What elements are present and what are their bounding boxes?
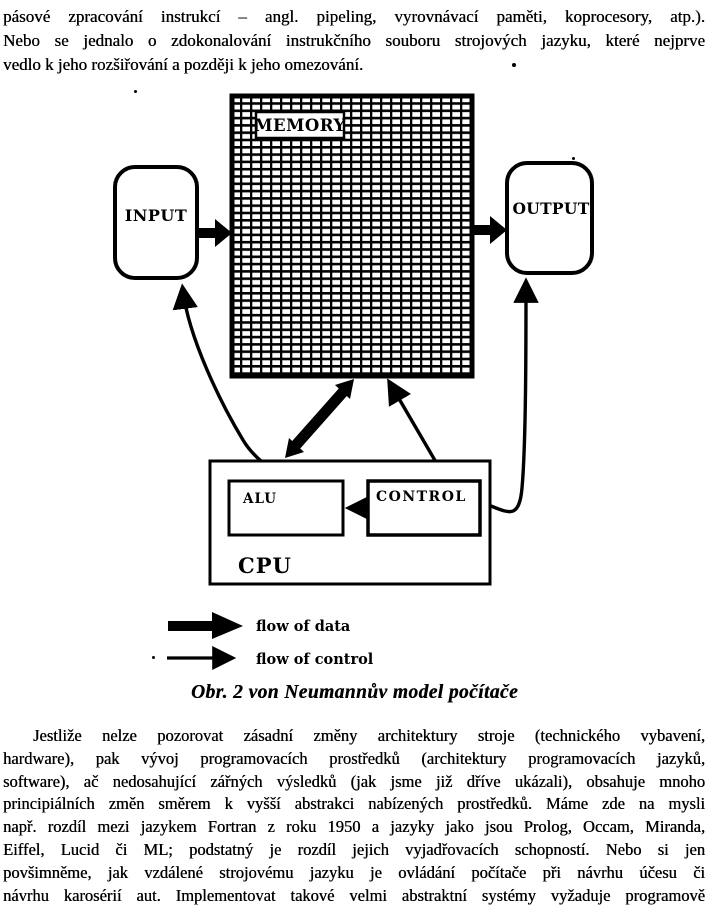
legend-data-flow-arrow [168, 612, 243, 639]
text-line: pásové zpracování instrukcí – angl. pipeling, vyrovnávací paměti, koprocesory, atp.). [3, 7, 705, 26]
alu-label: ALU [243, 491, 278, 507]
input-label: INPUT [124, 206, 188, 225]
text-line: vedlo k jeho rozšiřování a později k jeho omezování. [3, 55, 364, 74]
text-line: Jestliže nelze pozorovat zásadní změny architektury stroje (technického vybavení, [33, 726, 705, 745]
paragraph-bottom [3, 725, 705, 907]
cpu-label: CPU [238, 553, 292, 578]
legend-data-flow-label: flow of data [256, 618, 351, 635]
text-line: např. rozdíl mezi jazykem Fortran z roku 1950 a jazyky jako jsou Prolog, Occam, Miranda, [3, 817, 705, 837]
text-line: Nebo se jednalo o zdokonalování instrukčního souboru strojových jazyku, které nejprve [3, 31, 705, 50]
scan-artifact-dot [152, 656, 155, 659]
scan-artifact-dot [512, 63, 516, 67]
input-to-memory-data-arrow [197, 219, 232, 247]
text-line: povšimněme, jak vzdálené strojovému jazyku je ovládání počítače při návrhu účesu či [3, 862, 705, 882]
alu-box [229, 481, 343, 535]
text-line: hardware), pak vývoj programovacích prostředků (architektury programovacích jazyků, [3, 748, 705, 768]
text-line: software), ač nedosahující zářných výsledků (jak jsme již dříve ukázali), obsahuje mnoho [3, 771, 705, 791]
scan-artifact-dot [572, 157, 575, 160]
memory-to-output-data-arrow [472, 216, 507, 244]
text-line: principiálních změn směrem k vyšší abstrakci nabízených prostředků. Máme zde na mysli [3, 794, 705, 814]
output-box [507, 163, 592, 273]
legend-control-flow-label: flow of control [256, 651, 374, 668]
scan-artifact-dot [134, 90, 137, 93]
figure-caption: Obr. 2 von Neumannův model počítače [190, 682, 519, 703]
memory-label: MEMORY [254, 116, 346, 135]
output-label: OUTPUT [512, 199, 590, 218]
text-line: Eiffel, Lucid či ML; podstatný je rozdíl jejich vyjadřovacích schopností. Nebo si jen [3, 839, 705, 859]
control-label: CONTROL [376, 489, 467, 505]
text-line: návrhu karosérií aut. Implementovat takové velmi abstraktní systémy vyžaduje programově [3, 885, 705, 905]
memory-alu-data-arrow-shaft [296, 392, 343, 445]
